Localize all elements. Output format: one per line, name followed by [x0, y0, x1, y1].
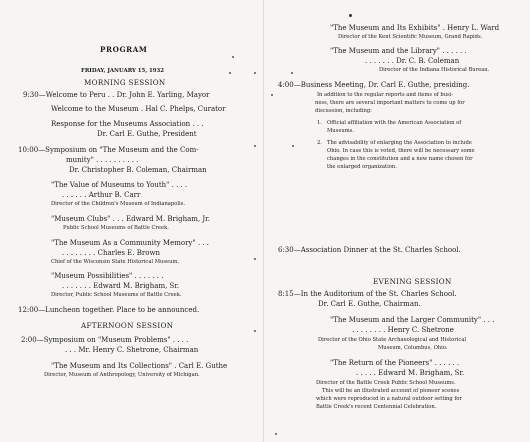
item-community-memory-title: "The Museum As a Community Memory" . . . — [51, 239, 209, 247]
item-affiliation-line-2: Museums. — [327, 128, 354, 134]
item-collections-title: "The Museum and Its Collections" . Carl E. Guthe — [51, 362, 228, 370]
item-welcome-peru: 9:30—Welcome to Peru . . Dr. John E. Yarling, Mayor — [23, 91, 210, 99]
item-possibilities-title: "Museum Possibilities" . . . . . . . — [51, 272, 164, 280]
item-symposium-community-title: 10:00—Symposium on "The Museum and the Com- — [18, 146, 199, 154]
item-larger-community-affil-2: Museum, Columbus, Ohio. — [378, 345, 448, 351]
item-library-title: "The Museum and the Library" . . . . . . — [330, 47, 467, 55]
item-library-affiliation: Director of the Indiana Historical Bureau. — [379, 67, 490, 73]
item-exhibits-affiliation: Director of the Kent Scientific Museum, Grand Rapids. — [338, 34, 483, 40]
item-luncheon: 12:00—Luncheon together. Place to be announced. — [18, 306, 200, 314]
item-value-youth-title: "The Value of Museums to Youth" . . . . — [51, 181, 188, 189]
item-welcome-museum: Welcome to the Museum . Hal C. Phelps, Curator — [51, 105, 226, 113]
item-possibilities-speaker: . . . . . . . Edward M. Brigham, Sr. — [62, 282, 180, 290]
item-business-body-1: In addition to the regular reports and items of busi- — [317, 92, 454, 98]
print-mark — [291, 72, 293, 74]
print-mark — [271, 94, 273, 96]
item-larger-community-speaker: . . . . . . . . Henry C. Shetrone — [352, 326, 454, 334]
item-auditorium-chair: Dr. Carl E. Guthe, Chairman. — [318, 300, 421, 308]
item-affiliation-line-1: Official affiliation with the American Association of — [327, 120, 462, 126]
morning-session-heading: MORNING SESSION — [84, 78, 166, 87]
item-symposium-problems-title: 2:00—Symposium on "Museum Problems" . . . . — [21, 336, 189, 344]
print-mark — [275, 433, 277, 435]
program-heading: PROGRAM — [100, 45, 148, 54]
item-enlarge-line-2: Ohio. In case this is voted, there will be necessary some — [327, 148, 475, 154]
print-mark — [229, 72, 231, 74]
print-mark — [232, 56, 234, 58]
print-mark — [254, 330, 256, 332]
item-community-memory-affiliation: Chief of the Wisconsin State Historical Museum. — [51, 259, 180, 265]
item-museum-clubs-affiliation: Public School Museums of Battle Creek. — [63, 225, 169, 231]
item-pioneers-affil-2: This will be an illustrated account of pioneer scenes — [322, 388, 460, 394]
item-larger-community-title: "The Museum and the Larger Community" . . . — [330, 316, 495, 324]
item-symposium-problems-chair: . . . Mr. Henry C. Shetrone, Chairman — [65, 346, 199, 354]
item-symposium-community-chair: Dr. Christopher B. Coleman, Chairman — [69, 166, 207, 174]
item-pioneers-speaker: . . . . . Edward M. Brigham, Sr. — [356, 369, 465, 377]
item-enlarge-line-3: changes in the constitution and a new name chosen for — [327, 156, 473, 162]
item-pioneers-affil-1: Director of the Battle Creek Public School Museums. — [316, 380, 456, 386]
item-possibilities-affiliation: Director, Public School Museums of Battle Creek. — [51, 292, 182, 298]
item-exhibits-title: "The Museum and Its Exhibits" . Henry L. Ward — [330, 24, 500, 32]
item-community-memory-speaker: . . . . . . . . Charles E. Brown — [62, 249, 160, 257]
print-mark — [292, 145, 294, 147]
item-larger-community-affil-1: Director of the Ohio State Archaeological and Historical — [318, 337, 467, 343]
item-pioneers-affil-4: Battle Creek's recent Centennial Celebration. — [316, 404, 437, 410]
item-business-body-3: discussion, including: — [315, 108, 372, 114]
print-mark — [254, 145, 256, 147]
item-pioneers-title: "The Return of the Pioneers" . . . . . . — [330, 359, 460, 367]
item-value-youth-affiliation: Director of the Children's Museum of Indianapolis. — [51, 201, 185, 207]
item-business-body-2: ness, there are several important matters to come up for — [315, 100, 465, 106]
item-auditorium: 8:15—In the Auditorium of the St. Charles School. — [278, 290, 457, 298]
print-mark — [254, 258, 256, 260]
item-museum-clubs-title: "Museum Clubs" . . . Edward M. Brigham, Jr. — [51, 215, 210, 223]
print-mark — [349, 14, 352, 17]
item-response-title: Response for the Museums Association . . . — [51, 120, 204, 128]
page-fold — [263, 0, 264, 442]
item-affiliation-number: 1. — [317, 120, 322, 126]
evening-session-heading: EVENING SESSION — [373, 277, 452, 286]
item-enlarge-line-4: the enlarged organization. — [327, 164, 397, 170]
date-line: FRIDAY, JANUARY 15, 1932 — [81, 68, 164, 74]
item-enlarge-line-1: The advisability of enlarging the Association to include — [327, 140, 472, 146]
item-pioneers-affil-3: which were reproduced in a natural outdoor setting for — [316, 396, 462, 402]
item-response-speaker: Dr. Carl E. Guthe, President — [97, 130, 197, 138]
item-library-speaker: . . . . . . . Dr. C. B. Coleman — [365, 57, 460, 65]
item-business-meeting: 4:00—Business Meeting, Dr. Carl E. Guthe, presiding. — [278, 81, 470, 89]
item-symposium-community-line2: munity" . . . . . . . . . . — [66, 156, 139, 164]
item-enlarge-number: 2. — [317, 140, 322, 146]
afternoon-session-heading: AFTERNOON SESSION — [81, 321, 174, 330]
item-collections-affiliation: Director, Museum of Anthropology, University of Michigan. — [44, 372, 200, 378]
print-mark — [254, 72, 256, 74]
item-dinner: 6:30—Association Dinner at the St. Charles School. — [278, 246, 461, 254]
item-value-youth-speaker: . . . . . . Arthur B. Carr — [62, 191, 141, 199]
